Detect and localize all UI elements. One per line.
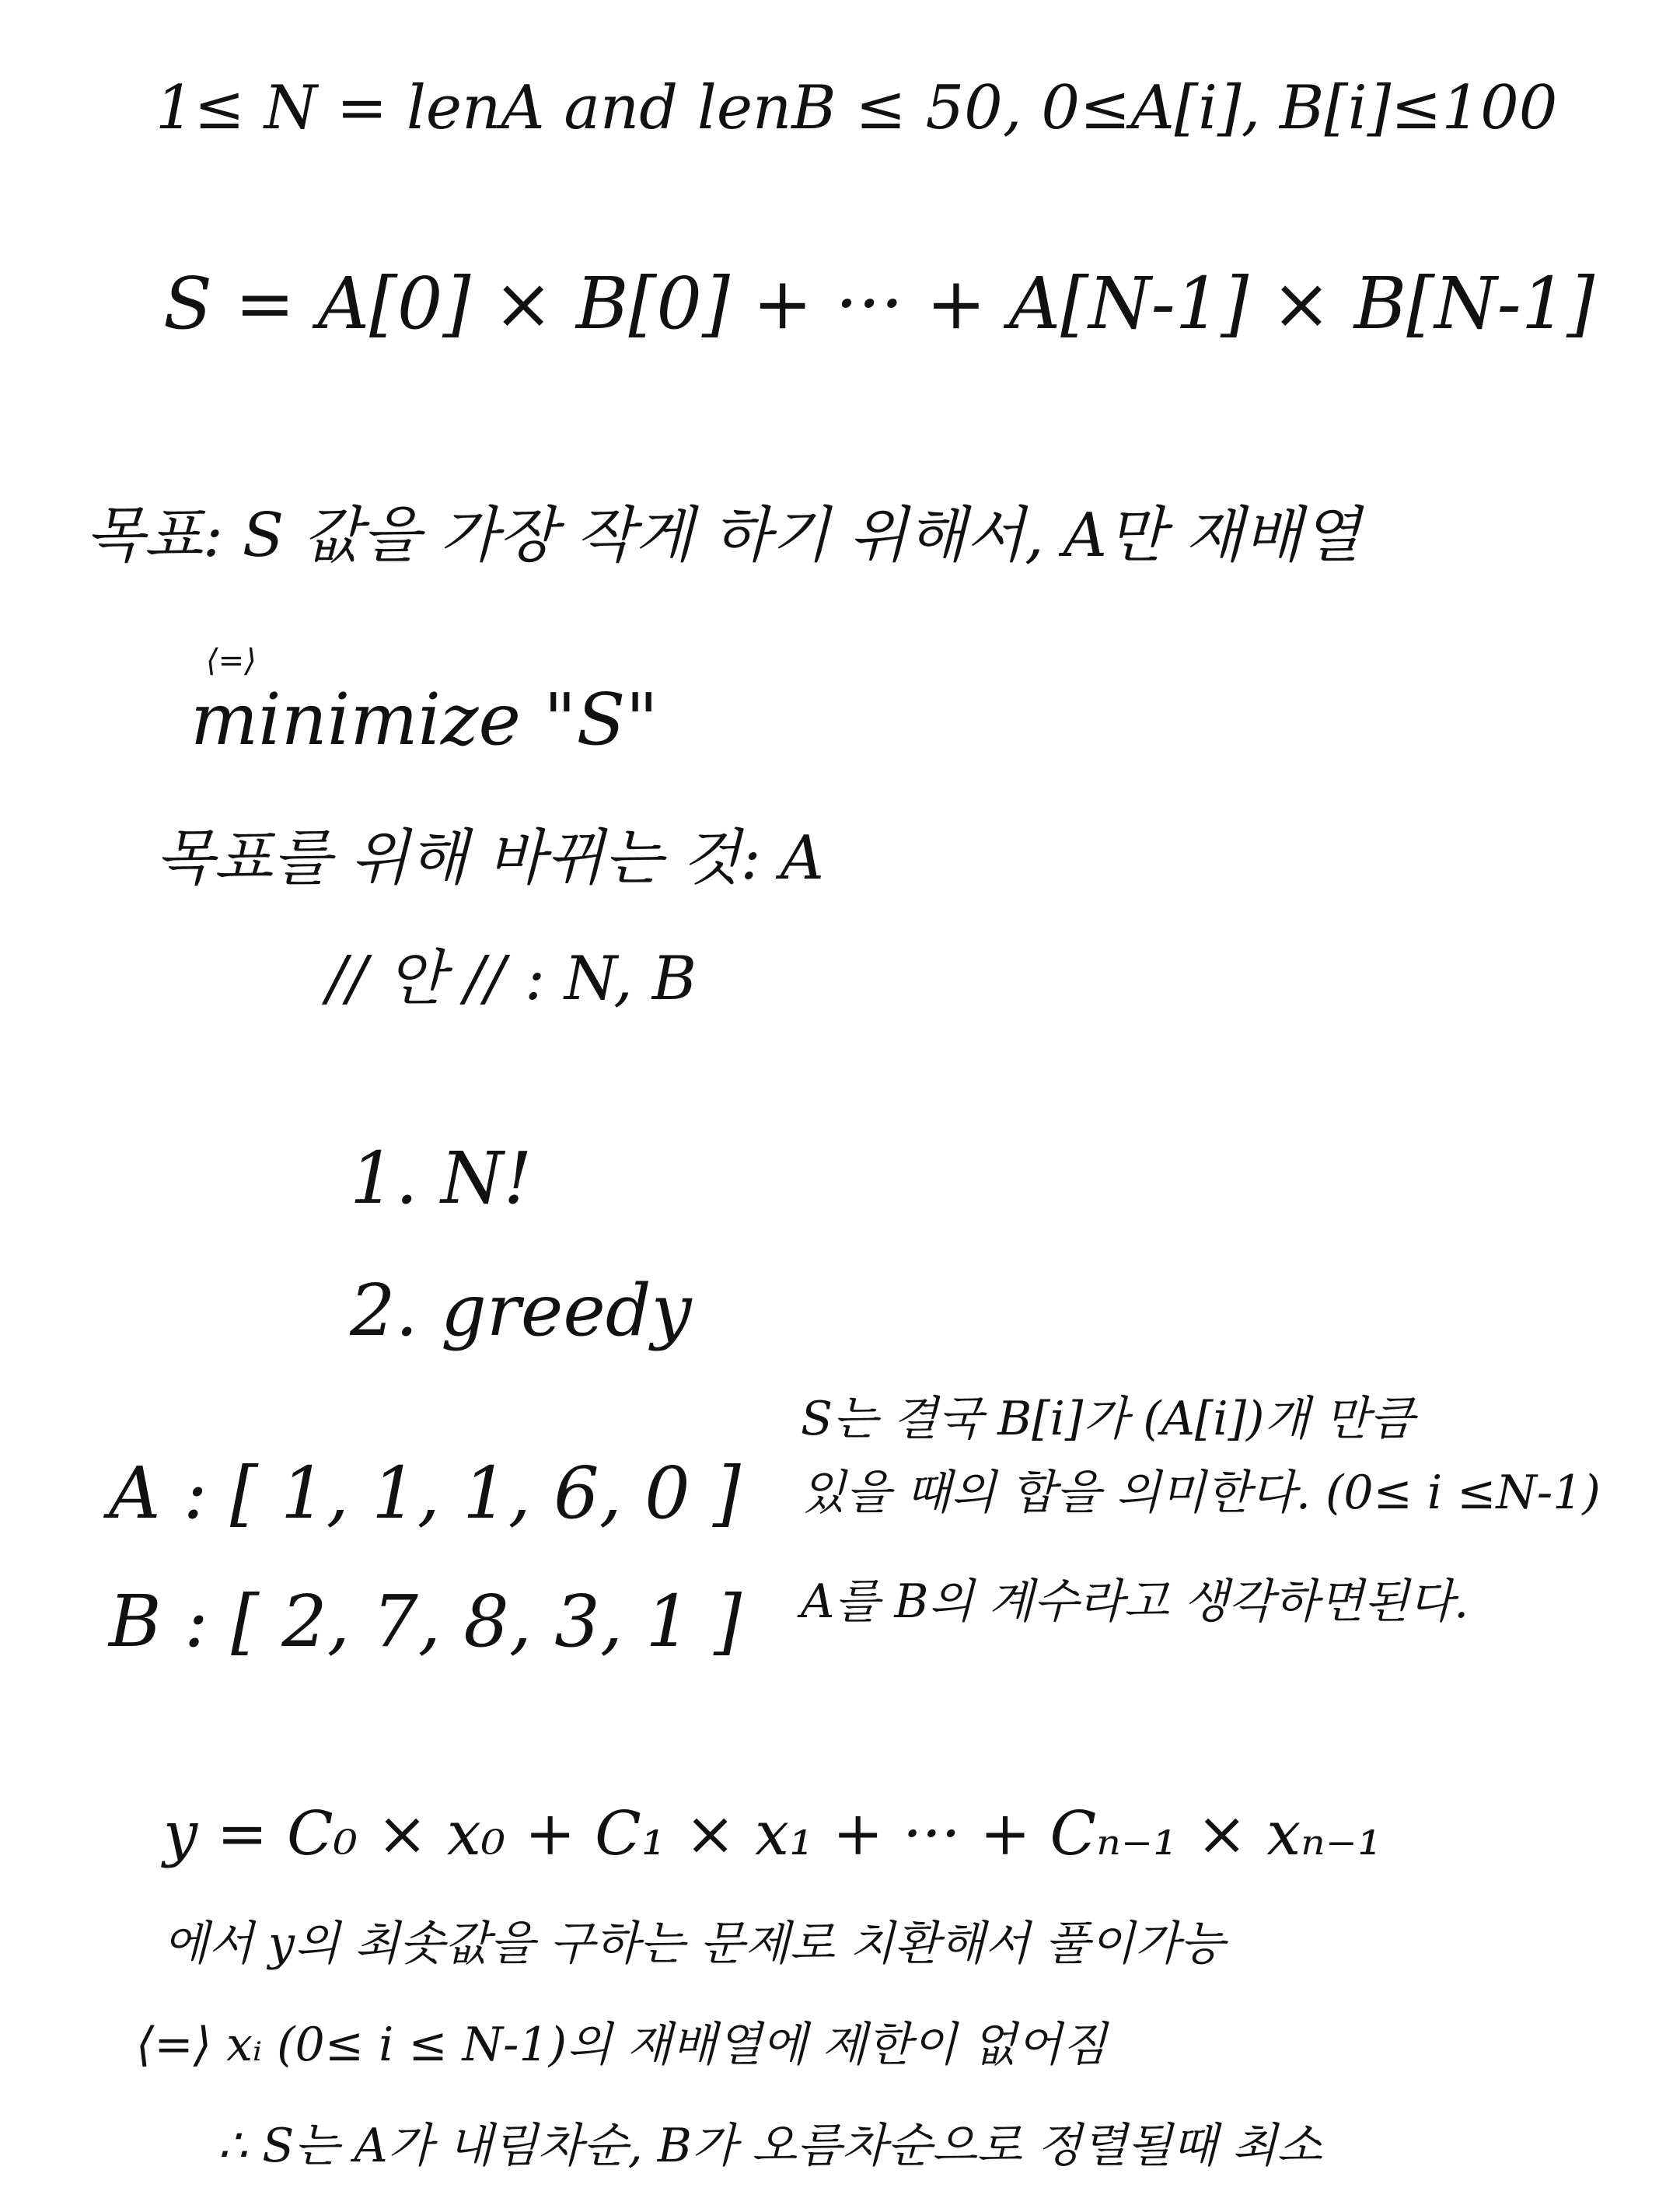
conclusion-line: ∴ S는 A가 내림차순, B가 오름차순으로 정렬될때 최소 [218, 2119, 1322, 2173]
explanation-line-2: 있을 때의 합을 의미한다. (0≤ i ≤N-1) [801, 1466, 1601, 1520]
changes-line: 목표를 위해 바뀌는 것: A [155, 823, 824, 893]
constraint-line: 1≤ N = lenA and lenB ≤ 50, 0≤A[i], B[i]≤100 [155, 73, 1558, 143]
array-a: A : [ 1, 1, 1, 6, 0 ] [109, 1452, 741, 1535]
y-definition: y = C₀ × x₀ + C₁ × x₁ + ··· + Cₙ₋₁ × xₙ₋₁ [163, 1799, 1382, 1869]
explanation-line-3: A를 B의 계수라고 생각하면된다. [801, 1574, 1469, 1629]
y-explanation: 에서 y의 최솟값을 구하는 문제로 치환해서 풀이가능 [163, 1917, 1225, 1971]
minimize-line: minimize "S" [190, 678, 658, 761]
explanation-line-1: S는 결국 B[i]가 (A[i])개 만큼 [801, 1392, 1415, 1446]
array-b: B : [ 2, 7, 8, 3, 1 ] [109, 1580, 742, 1663]
unchanged-line: // 안 // : N, B [327, 944, 697, 1014]
goal-line: 목표: S 값을 가장 작게 하기 위해서, A만 재배열 [86, 501, 1361, 571]
s-definition: S = A[0] × B[0] + ··· + A[N-1] × B[N-1] [163, 262, 1595, 345]
equivalence-mark: ⟨=⟩ [206, 643, 257, 679]
x-explanation: ⟨=⟩ xᵢ (0≤ i ≤ N-1)의 재배열에 제한이 없어짐 [136, 2018, 1107, 2072]
method-factorial: 1. N! [350, 1137, 533, 1220]
method-greedy: 2. greedy [350, 1269, 692, 1352]
